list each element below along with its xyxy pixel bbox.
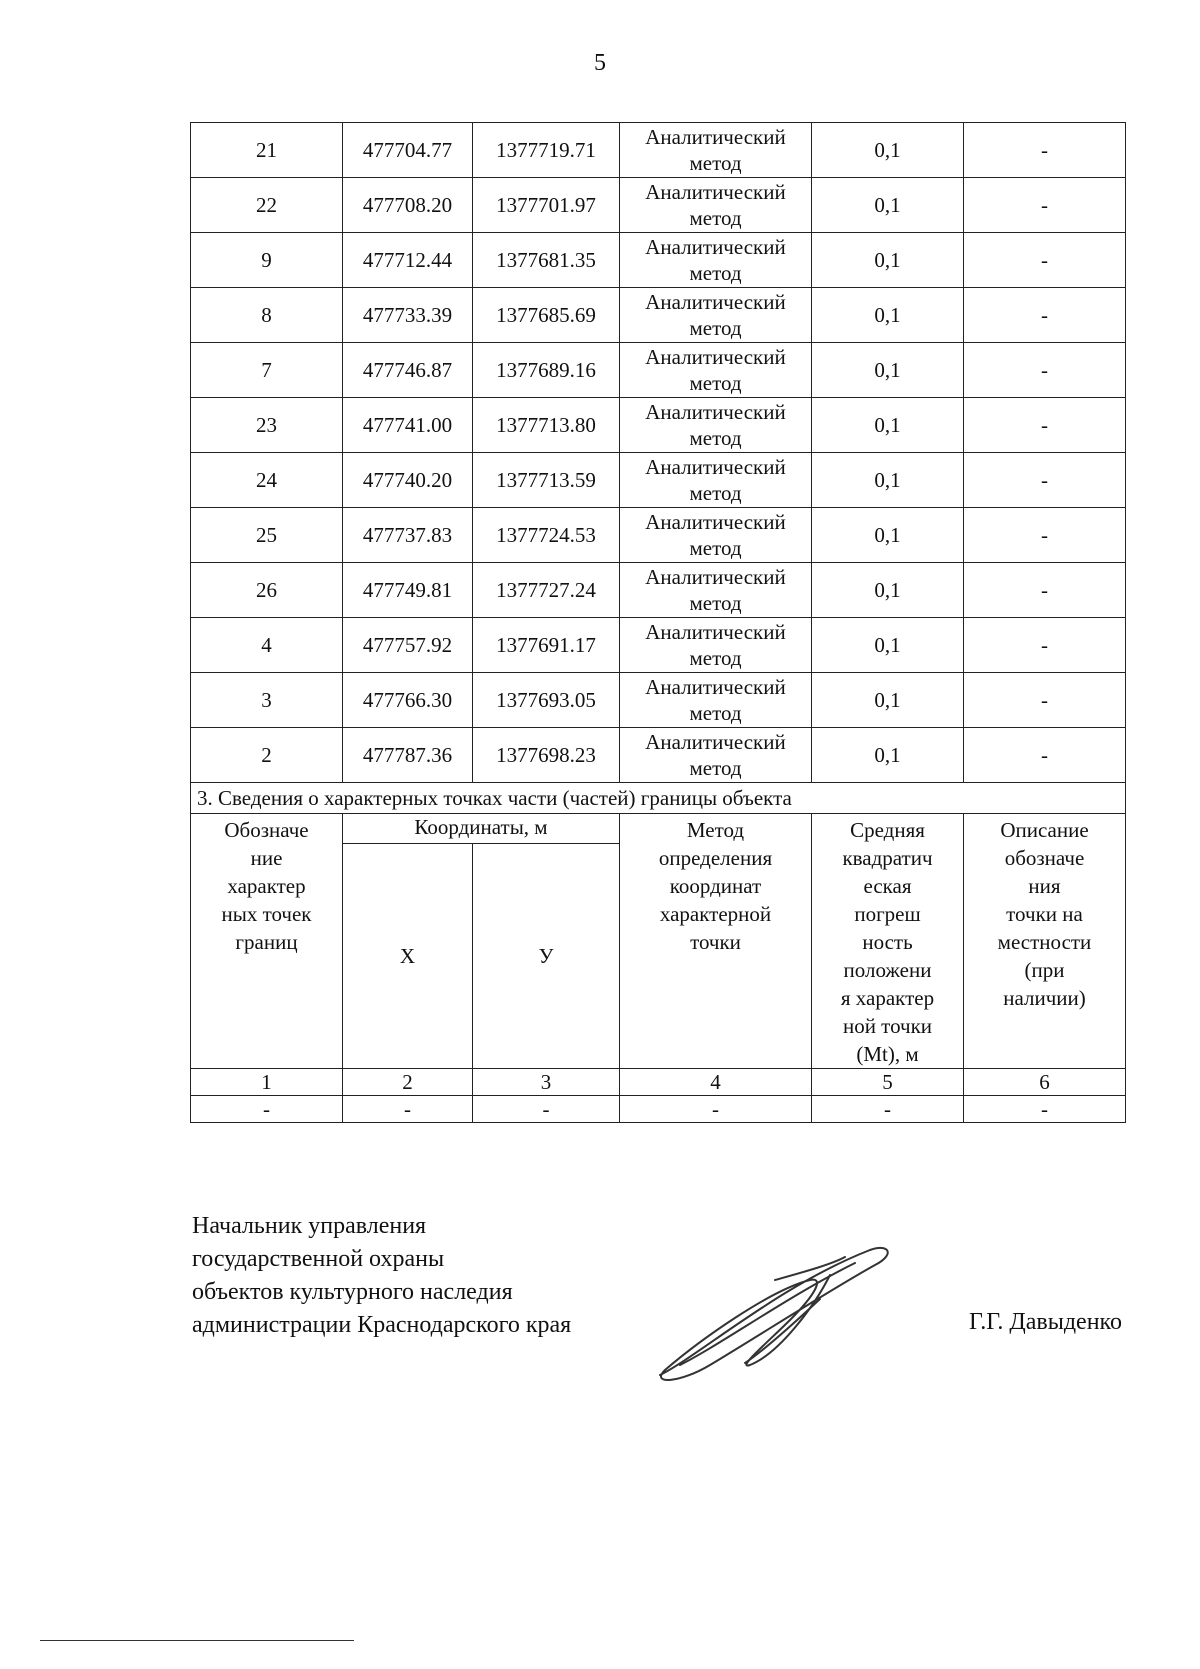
header-method: [620, 814, 812, 1069]
method-cell: [620, 728, 812, 783]
signer-title-line: Начальник управления: [192, 1213, 427, 1239]
header-point-designation: [191, 814, 343, 1069]
accuracy-cell: 0,1: [812, 233, 964, 288]
x-coordinate-cell: 477749.81: [343, 563, 473, 618]
header-line: ных точек: [221, 902, 312, 926]
method-line-1: Аналитический: [645, 180, 786, 204]
x-coordinate-cell: 477740.20: [343, 453, 473, 508]
header-line: еская: [863, 874, 912, 898]
method-line-2: метод: [689, 591, 742, 615]
header-line: обозначе: [1004, 846, 1085, 870]
point-number-cell: 7: [191, 343, 343, 398]
y-coordinate-cell: 1377713.80: [473, 398, 620, 453]
method-cell: [620, 123, 812, 178]
description-cell: -: [964, 398, 1126, 453]
method-line-1: Аналитический: [645, 290, 786, 314]
header-coordinates: Координаты, м: [343, 814, 620, 844]
column-header-row: [191, 814, 1126, 844]
header-line: ния: [1028, 874, 1061, 898]
description-cell: -: [964, 453, 1126, 508]
empty-cell: -: [812, 1096, 964, 1123]
header-x: Х: [343, 844, 473, 1069]
table-row: [191, 618, 1126, 673]
method-line-2: метод: [689, 151, 742, 175]
method-cell: [620, 233, 812, 288]
description-cell: -: [964, 233, 1126, 288]
x-coordinate-cell: 477733.39: [343, 288, 473, 343]
method-line-1: Аналитический: [645, 675, 786, 699]
method-line-2: метод: [689, 371, 742, 395]
description-cell: -: [964, 123, 1126, 178]
header-line: Метод: [686, 818, 745, 842]
method-line-1: Аналитический: [645, 455, 786, 479]
x-coordinate-cell: 477766.30: [343, 673, 473, 728]
signer-title-line: администрации Краснодарского края: [192, 1312, 572, 1338]
empty-cell: -: [191, 1096, 343, 1123]
y-coordinate-cell: 1377689.16: [473, 343, 620, 398]
point-number-cell: 8: [191, 288, 343, 343]
header-line: точки: [690, 930, 741, 954]
empty-cell: -: [964, 1096, 1126, 1123]
header-line: погреш: [854, 902, 921, 926]
header-line: ние: [250, 846, 283, 870]
accuracy-cell: 0,1: [812, 508, 964, 563]
point-number-cell: 21: [191, 123, 343, 178]
table-row: [191, 288, 1126, 343]
accuracy-cell: 0,1: [812, 123, 964, 178]
header-line: (при: [1024, 958, 1065, 982]
method-cell: [620, 398, 812, 453]
table-row: [191, 398, 1126, 453]
header-line: границ: [235, 930, 298, 954]
x-coordinate-cell: 477737.83: [343, 508, 473, 563]
point-number-cell: 22: [191, 178, 343, 233]
header-y: У: [473, 844, 620, 1069]
column-number: 1: [191, 1069, 343, 1096]
method-cell: [620, 508, 812, 563]
table-row: [191, 508, 1126, 563]
description-cell: -: [964, 618, 1126, 673]
table-row: [191, 343, 1126, 398]
column-number: 2: [343, 1069, 473, 1096]
point-number-cell: 24: [191, 453, 343, 508]
point-number-cell: 9: [191, 233, 343, 288]
accuracy-cell: 0,1: [812, 728, 964, 783]
point-number-cell: 23: [191, 398, 343, 453]
description-cell: -: [964, 288, 1126, 343]
point-number-cell: 25: [191, 508, 343, 563]
description-cell: -: [964, 343, 1126, 398]
method-line-1: Аналитический: [645, 510, 786, 534]
x-coordinate-cell: 477708.20: [343, 178, 473, 233]
method-line-2: метод: [689, 756, 742, 780]
method-line-2: метод: [689, 206, 742, 230]
y-coordinate-cell: 1377698.23: [473, 728, 620, 783]
y-coordinate-cell: 1377701.97: [473, 178, 620, 233]
header-line: точки на: [1006, 902, 1083, 926]
accuracy-cell: 0,1: [812, 343, 964, 398]
header-line: Описание: [1000, 818, 1089, 842]
table-row: [191, 233, 1126, 288]
method-line-1: Аналитический: [645, 235, 786, 259]
accuracy-cell: 0,1: [812, 288, 964, 343]
method-line-1: Аналитический: [645, 565, 786, 589]
y-coordinate-cell: 1377685.69: [473, 288, 620, 343]
header-line: я характер: [840, 986, 935, 1010]
header-line: наличии): [1003, 986, 1086, 1010]
method-line-1: Аналитический: [645, 620, 786, 644]
column-number-row: [191, 1069, 1126, 1096]
method-cell: [620, 563, 812, 618]
accuracy-cell: 0,1: [812, 453, 964, 508]
header-description: [964, 814, 1126, 1069]
method-line-2: метод: [689, 481, 742, 505]
footnote-divider: [40, 1640, 354, 1641]
accuracy-cell: 0,1: [812, 618, 964, 673]
method-cell: [620, 673, 812, 728]
method-line-2: метод: [689, 261, 742, 285]
header-line: Средняя: [850, 818, 925, 842]
method-line-1: Аналитический: [645, 345, 786, 369]
header-line: характерной: [659, 902, 772, 926]
table-row: [191, 673, 1126, 728]
header-line: характер: [227, 874, 306, 898]
column-number: 5: [812, 1069, 964, 1096]
point-number-cell: 26: [191, 563, 343, 618]
section-title: 3. Сведения о характерных точках части (частей) границы объекта: [191, 783, 1126, 814]
header-line: координат: [669, 874, 762, 898]
point-number-cell: 2: [191, 728, 343, 783]
header-line: ной точки: [842, 1014, 933, 1038]
method-cell: [620, 343, 812, 398]
x-coordinate-cell: 477787.36: [343, 728, 473, 783]
x-coordinate-cell: 477704.77: [343, 123, 473, 178]
y-coordinate-cell: 1377724.53: [473, 508, 620, 563]
method-cell: [620, 618, 812, 673]
empty-cell: -: [620, 1096, 812, 1123]
handwritten-signature: [640, 1235, 900, 1385]
table-row: [191, 178, 1126, 233]
table-row: [191, 728, 1126, 783]
y-coordinate-cell: 1377693.05: [473, 673, 620, 728]
method-line-1: Аналитический: [645, 730, 786, 754]
point-number-cell: 3: [191, 673, 343, 728]
empty-data-row: [191, 1096, 1126, 1123]
method-line-2: метод: [689, 536, 742, 560]
coordinates-table-body: [191, 123, 1126, 1123]
method-cell: [620, 178, 812, 233]
method-line-2: метод: [689, 646, 742, 670]
coordinates-table: [190, 122, 1126, 1123]
section-header-row: [191, 783, 1126, 814]
signature-block: [192, 1210, 571, 1342]
description-cell: -: [964, 728, 1126, 783]
method-line-2: метод: [689, 426, 742, 450]
method-line-2: метод: [689, 316, 742, 340]
empty-cell: -: [343, 1096, 473, 1123]
method-line-1: Аналитический: [645, 400, 786, 424]
x-coordinate-cell: 477741.00: [343, 398, 473, 453]
method-cell: [620, 453, 812, 508]
description-cell: -: [964, 673, 1126, 728]
y-coordinate-cell: 1377719.71: [473, 123, 620, 178]
empty-cell: -: [473, 1096, 620, 1123]
accuracy-cell: 0,1: [812, 178, 964, 233]
method-cell: [620, 288, 812, 343]
point-number-cell: 4: [191, 618, 343, 673]
description-cell: -: [964, 508, 1126, 563]
y-coordinate-cell: 1377681.35: [473, 233, 620, 288]
table-row: [191, 563, 1126, 618]
y-coordinate-cell: 1377727.24: [473, 563, 620, 618]
x-coordinate-cell: 477746.87: [343, 343, 473, 398]
column-number: 3: [473, 1069, 620, 1096]
header-line: определения: [658, 846, 773, 870]
header-line: ность: [862, 930, 913, 954]
y-coordinate-cell: 1377713.59: [473, 453, 620, 508]
page-number: 5: [594, 50, 606, 76]
x-coordinate-cell: 477712.44: [343, 233, 473, 288]
header-line: положени: [843, 958, 932, 982]
method-line-2: метод: [689, 701, 742, 725]
header-line: квадратич: [842, 846, 933, 870]
description-cell: -: [964, 178, 1126, 233]
table-row: [191, 123, 1126, 178]
header-line: местности: [997, 930, 1092, 954]
x-coordinate-cell: 477757.92: [343, 618, 473, 673]
column-number: 6: [964, 1069, 1126, 1096]
accuracy-cell: 0,1: [812, 398, 964, 453]
accuracy-cell: 0,1: [812, 673, 964, 728]
signer-title-line: государственной охраны: [192, 1246, 445, 1272]
method-line-1: Аналитический: [645, 125, 786, 149]
column-number: 4: [620, 1069, 812, 1096]
signer-name: Г.Г. Давыденко: [969, 1309, 1122, 1335]
y-coordinate-cell: 1377691.17: [473, 618, 620, 673]
header-accuracy: [812, 814, 964, 1069]
accuracy-cell: 0,1: [812, 563, 964, 618]
table-row: [191, 453, 1126, 508]
header-line: Обозначе: [224, 818, 309, 842]
header-line: (Mt), м: [856, 1042, 919, 1066]
signer-title-line: объектов культурного наследия: [192, 1279, 513, 1305]
description-cell: -: [964, 563, 1126, 618]
